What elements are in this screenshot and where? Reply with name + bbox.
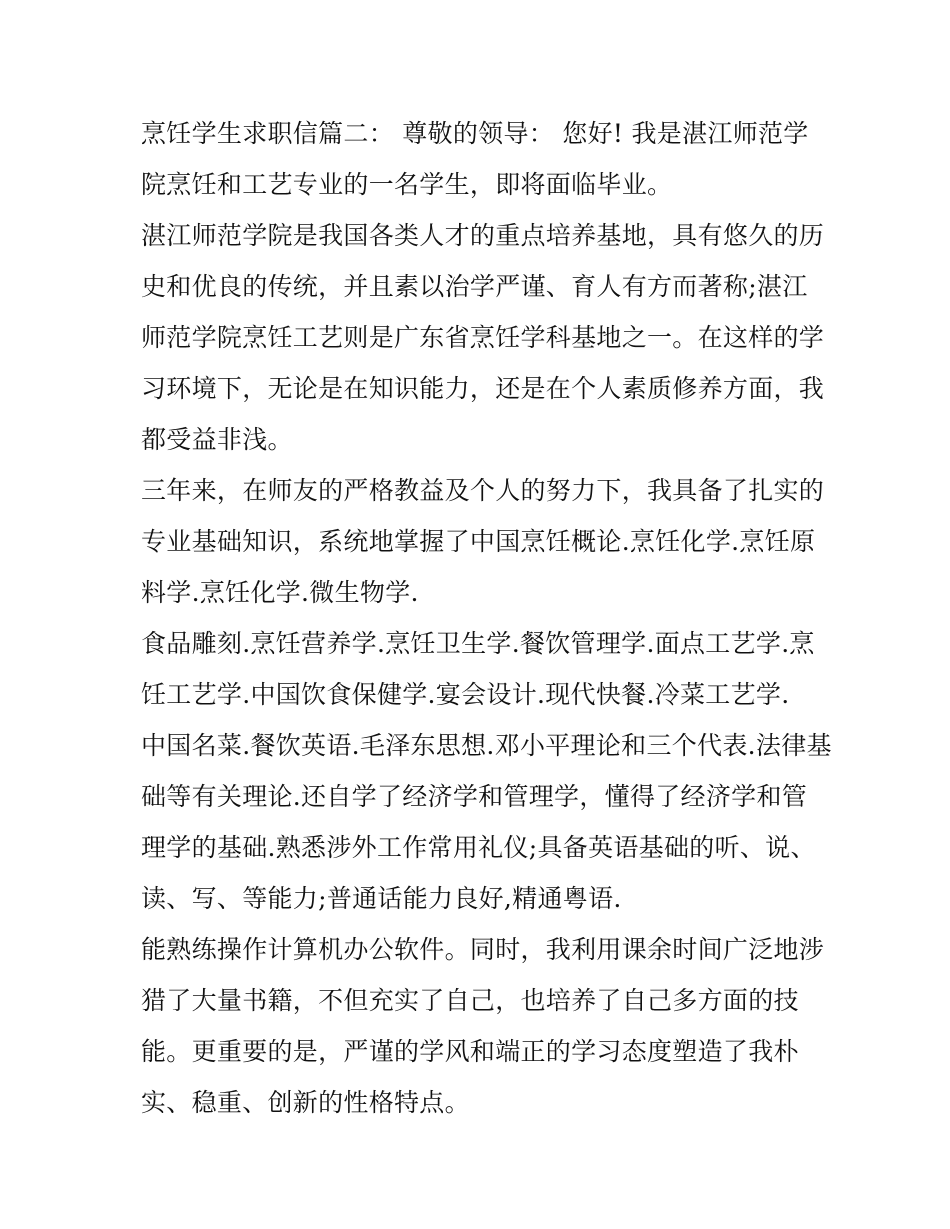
text-line: 能。更重要的是，严谨的学风和端正的学习态度塑造了我朴 — [141, 1037, 799, 1066]
text-line: 中国名菜.餐饮英语.毛泽东思想.邓小平理论和三个代表.法律基 — [141, 731, 832, 760]
text-line: 理学的基础.熟悉涉外工作常用礼仪;具备英语基础的听、说、 — [141, 833, 816, 862]
text-line: 三年来，在师友的严格教益及个人的努力下，我具备了扎实的 — [141, 476, 825, 505]
letter-body — [141, 108, 832, 1128]
text-line: 食品雕刻.烹饪营养学.烹饪卫生学.餐饮管理学.面点工艺学.烹 — [141, 629, 815, 658]
text-line: 猎了大量书籍，不但充实了自己，也培养了自己多方面的技 — [141, 986, 799, 1015]
text-line: 都受益非浅。 — [141, 425, 293, 454]
text-line: 读、写、等能力;普通话能力良好,精通粤语. — [141, 884, 622, 913]
text-line: 饪工艺学.中国饮食保健学.宴会设计.现代快餐.冷菜工艺学. — [141, 680, 790, 709]
text-line: 烹饪学生求职信篇二： 尊敬的领导： 您好! 我是湛江师范学 — [141, 119, 809, 148]
text-line: 史和优良的传统，并且素以治学严谨、育人有方而著称;湛江 — [141, 272, 808, 301]
text-line: 能熟练操作计算机办公软件。同时，我利用课余时间广泛地涉 — [141, 935, 825, 964]
text-line: 专业基础知识，系统地掌握了中国烹饪概论.烹饪化学.烹饪原 — [141, 527, 816, 556]
text-line: 湛江师范学院是我国各类人才的重点培养基地，具有悠久的历 — [141, 221, 825, 250]
text-line: 院烹饪和工艺专业的一名学生，即将面临毕业。 — [141, 170, 673, 199]
text-line: 习环境下，无论是在知识能力，还是在个人素质修养方面，我 — [141, 374, 825, 403]
text-line: 料学.烹饪化学.微生物学. — [141, 578, 419, 607]
text-line: 础等有关理论.还自学了经济学和管理学，懂得了经济学和管 — [141, 782, 808, 811]
text-line: 实、稳重、创新的性格特点。 — [141, 1088, 470, 1117]
text-line: 师范学院烹饪工艺则是广东省烹饪学科基地之一。在这样的学 — [141, 323, 825, 352]
